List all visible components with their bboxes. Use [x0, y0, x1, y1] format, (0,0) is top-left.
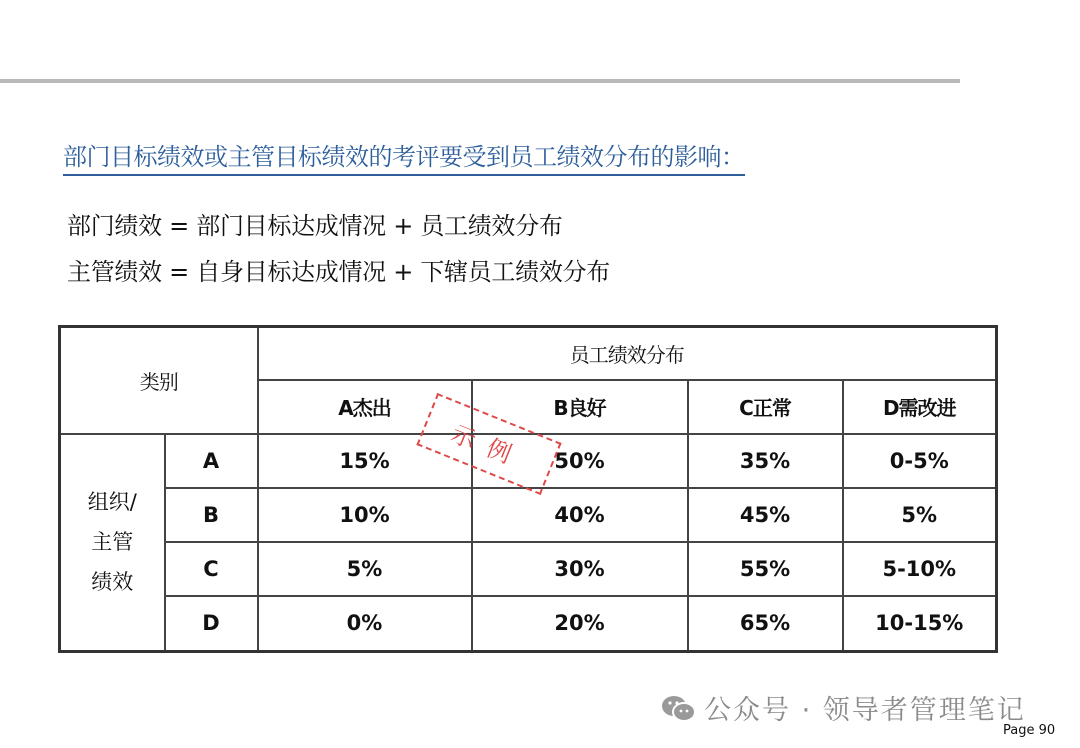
group-label-line: 组织/: [87, 490, 137, 515]
table-cell: 10%: [258, 488, 472, 542]
row-grade: B: [165, 488, 258, 542]
column-header-c: C正常: [688, 380, 843, 434]
department-performance-formula: 部门绩效 = 部门目标达成情况 + 员工绩效分布: [67, 212, 563, 240]
table-row: [60, 488, 997, 542]
supervisor-performance-formula: 主管绩效 = 自身目标达成情况 + 下辖员工绩效分布: [67, 258, 610, 286]
top-divider: [0, 79, 960, 83]
table-cell: 45%: [688, 488, 843, 542]
table-cell: 55%: [688, 542, 843, 596]
table-cell: 40%: [472, 488, 688, 542]
category-header: 类别: [60, 327, 258, 434]
table-cell: 35%: [688, 434, 843, 488]
row-grade: D: [165, 596, 258, 652]
row-grade: A: [165, 434, 258, 488]
table-cell: 15%: [258, 434, 472, 488]
table-cell: 5%: [843, 488, 997, 542]
column-header-d: D需改进: [843, 380, 997, 434]
group-label: [60, 434, 165, 652]
column-header-a: A杰出: [258, 380, 472, 434]
table-cell: 0%: [258, 596, 472, 652]
table-cell: 10-15%: [843, 596, 997, 652]
table-cell: 50%: [472, 434, 688, 488]
page-number: Page 90: [1003, 723, 1056, 738]
row-grade: C: [165, 542, 258, 596]
table-cell: 20%: [472, 596, 688, 652]
column-header-b: B良好: [472, 380, 688, 434]
watermark: [660, 688, 1026, 727]
table-row: [60, 542, 997, 596]
page-heading: 部门目标绩效或主管目标绩效的考评要受到员工绩效分布的影响：: [63, 137, 745, 176]
distribution-header: 员工绩效分布: [258, 327, 997, 380]
table-cell: 5-10%: [843, 542, 997, 596]
watermark-text: 公众号 · 领导者管理笔记: [704, 695, 1026, 726]
table-cell: 5%: [258, 542, 472, 596]
table-row: [60, 596, 997, 652]
example-stamp-text: 示例: [447, 419, 529, 474]
table-cell: 65%: [688, 596, 843, 652]
table-cell: 0-5%: [843, 434, 997, 488]
group-label-line: 主管: [91, 530, 134, 555]
wechat-icon: [660, 693, 696, 723]
table-cell: 30%: [472, 542, 688, 596]
group-label-line: 绩效: [91, 570, 134, 595]
